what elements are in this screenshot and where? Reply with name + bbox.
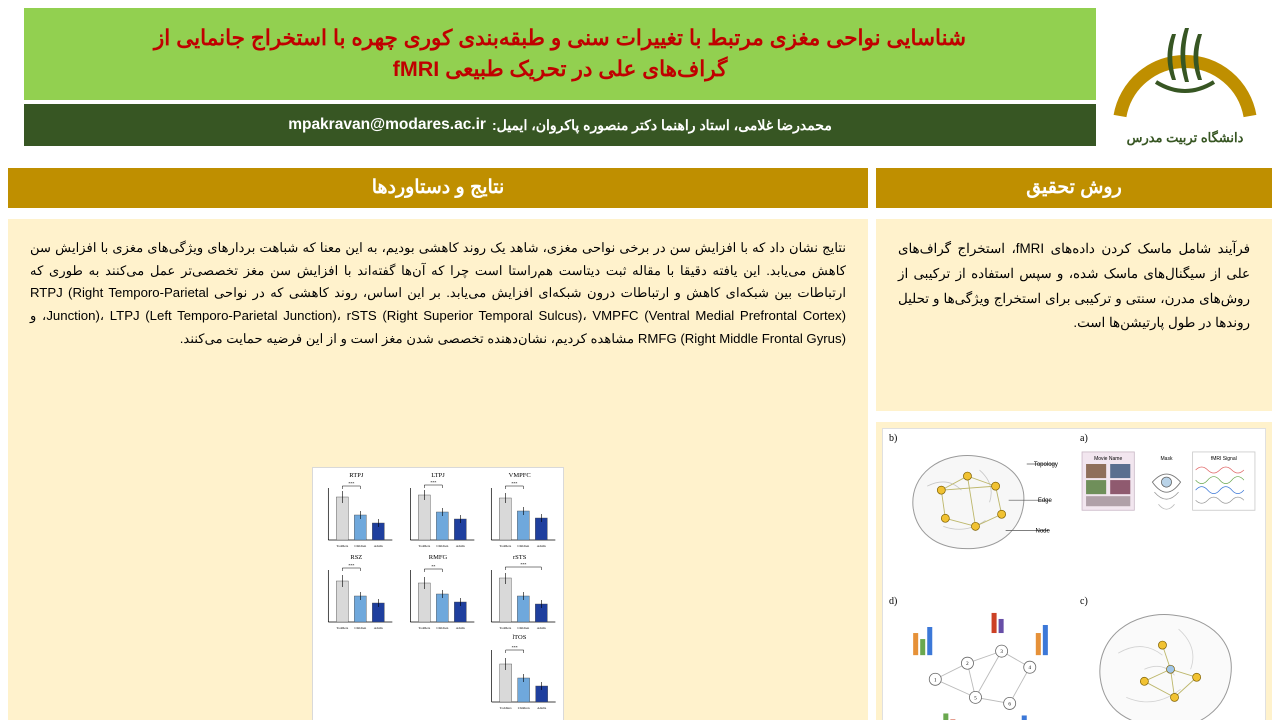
chart-panel-title: RSZ: [350, 554, 363, 562]
svg-text:Edge: Edge: [1037, 498, 1052, 505]
svg-text:Adults: Adults: [455, 544, 465, 549]
svg-text:1: 1: [934, 677, 937, 683]
chart-panel-title: LTPJ: [431, 472, 445, 479]
svg-text:Movie Name: Movie Name: [1094, 455, 1123, 462]
svg-text:3: 3: [1000, 649, 1003, 655]
chart-panel-title: RMFG: [428, 554, 448, 562]
logo-graphic: [1096, 4, 1274, 156]
chart-panel-title: RTPJ: [349, 472, 364, 479]
svg-text:Adults: Adults: [537, 544, 547, 549]
svg-text:Children: Children: [517, 706, 530, 711]
results-column: [8, 168, 868, 720]
chart-panel-rtpj: [316, 472, 397, 552]
method-figure-panel: [876, 422, 1272, 720]
university-logo: [1096, 4, 1274, 156]
chart-panel-ltpj: [398, 472, 479, 552]
svg-text:Toddlers: Toddlers: [499, 544, 512, 549]
author-band: [24, 104, 1096, 146]
method-column: [876, 168, 1272, 720]
page-title: [154, 23, 966, 85]
method-panel: [876, 219, 1272, 411]
figure-panel-c: [1074, 592, 1265, 720]
figure-panel-a: [1074, 429, 1265, 592]
svg-text:Node: Node: [1035, 528, 1050, 535]
svg-text:4: 4: [1028, 665, 1032, 671]
chart-panel-rsts: [479, 554, 560, 634]
svg-text:Adults: Adults: [373, 626, 383, 631]
svg-text:Children: Children: [354, 626, 367, 631]
logo-caption: دانشگاه تربیت مدرس: [1126, 130, 1244, 145]
chart-panel-rmfg: [398, 554, 479, 634]
svg-text:Children: Children: [354, 544, 367, 549]
chart-panel-vmpfc: [479, 472, 560, 552]
chart-panel-rsz: [316, 554, 397, 634]
author-email-link[interactable]: mpakravan@modares.ac.ir: [288, 116, 486, 133]
results-section-heading: نتایج و دستاوردها: [8, 168, 868, 208]
chart-grid-row-1: [316, 472, 560, 634]
svg-text:Toddlers: Toddlers: [418, 544, 430, 549]
svg-text:Children: Children: [517, 544, 530, 549]
page-title-line-1: شناسایی نواحی مغزی مرتبط با تغییرات سنی و طبقه‌بندی کوری چهره با استخراج جانمایی از: [153, 25, 967, 50]
svg-text:Children: Children: [436, 626, 448, 631]
svg-text:***: ***: [429, 480, 436, 486]
chart-panel-title: VMPFC: [508, 472, 531, 479]
figure-panel-a-label: a): [1080, 433, 1088, 444]
figure-panel-b: [883, 429, 1074, 592]
poster-header-band: [24, 8, 1096, 100]
svg-text:fMRI Signal: fMRI Signal: [1210, 455, 1237, 462]
svg-text:Children: Children: [517, 626, 530, 631]
svg-text:Children: Children: [436, 544, 448, 549]
svg-text:Adults: Adults: [455, 626, 465, 631]
svg-text:Toddlers: Toddlers: [499, 626, 512, 631]
results-panel: [8, 219, 868, 720]
svg-text:Toddlers: Toddlers: [336, 544, 349, 549]
svg-text:***: ***: [511, 481, 518, 487]
results-body-text: نتایج نشان داد که با افزایش سن در برخی نواحی مغزی، شاهد یک روند کاهشی بودیم، به این معنا که شباهت بردارهای ویژگی‌های مغزی با افزایش سن کاهش می‌یابد. این یافته دقیقا با مقاله ثبت دیتاست هم‌راستا است چرا که آن‌ها گفته‌اند با افزایش سن مغز تخصصی‌تر عمل می‌کنند به طوری که ارتباطات بین شبکه‌ای کاهش و ارتباطات درون شبکه‌ای افزایش می‌یابد. بر این اساس، روند کاهشی که در نواحی RTPJ (Right Temporo-Parietal Junction)، LTPJ (Left Temporo-Parietal Junction)، rSTS (Right Superior Temporal Sulcus)، VMPFC (Ventral Medial Prefrontal Cortex)، و RMFG (Right Middle Frontal Gyrus) مشاهده کردیم، نشان‌دهنده تخصصی شدن مغز است و از این فرضیه حمایت می‌کنند.: [30, 240, 846, 346]
svg-text:Mask: Mask: [1160, 455, 1173, 462]
svg-text:***: ***: [520, 562, 527, 568]
figure-panel-d: [883, 592, 1074, 720]
svg-text:**: **: [430, 564, 435, 570]
svg-text:Adults: Adults: [537, 626, 547, 631]
method-section-heading: روش تحقیق: [876, 168, 1272, 208]
figure-panel-b-label: b): [889, 433, 898, 444]
chart-panel-title: rSTS: [512, 554, 527, 562]
svg-text:Toddlers: Toddlers: [499, 706, 512, 711]
svg-text:***: ***: [511, 645, 518, 651]
svg-text:Adults: Adults: [373, 544, 383, 549]
svg-text:Adults: Adults: [536, 706, 546, 711]
chart-panel-title: lTOS: [512, 634, 527, 642]
svg-text:5: 5: [974, 695, 977, 701]
svg-text:Toddlers: Toddlers: [336, 626, 349, 631]
author-names: محمدرضا غلامی، استاد راهنما دکتر منصوره پاکروان، ایمیل:: [491, 116, 832, 133]
method-body-text: فرآیند شامل ماسک کردن داده‌های fMRI، استخراج گراف‌های علی از سیگنال‌های ماسک شده، و سپس استفاده از ترکیبی از روش‌های مدرن، سنتی و ترکیبی برای استخراج ویژگی‌ها و تحلیل روندها در طول پارتیشن‌ها است.: [898, 241, 1250, 331]
results-figure: [312, 467, 564, 720]
svg-text:***: ***: [348, 563, 355, 569]
svg-text:2: 2: [966, 661, 969, 667]
svg-text:Topology: Topology: [1033, 462, 1058, 469]
chart-grid-row-3: [316, 634, 560, 714]
svg-text:6: 6: [1008, 701, 1011, 707]
page-title-line-2: گراف‌های علی در تحریک طبیعی fMRI: [392, 57, 728, 81]
svg-text:***: ***: [348, 481, 355, 487]
figure-panel-c-label: c): [1080, 595, 1088, 607]
method-figure-grid: [882, 428, 1266, 720]
svg-text:Toddlers: Toddlers: [418, 626, 430, 631]
figure-panel-d-label: d): [889, 595, 898, 607]
chart-panel-ltos: [479, 634, 560, 714]
